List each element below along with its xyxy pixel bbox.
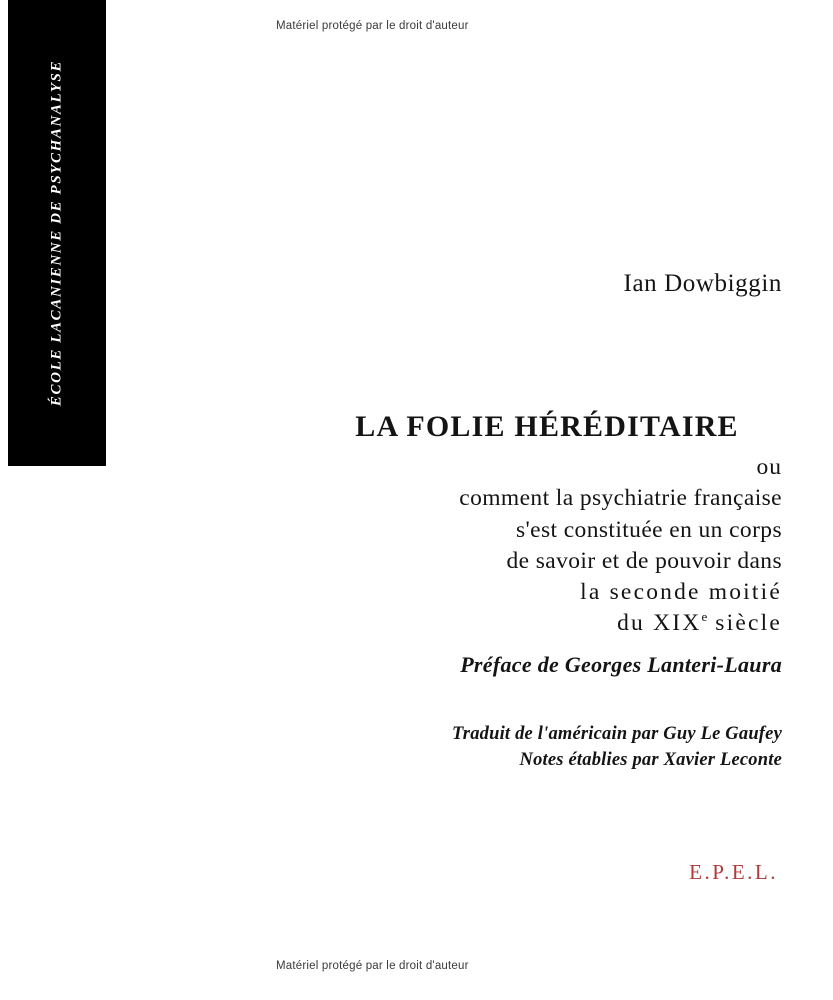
spine-label: ÉCOLE LACANIENNE DE PSYCHANALYSE bbox=[48, 59, 65, 407]
subtitle-line: comment la psychiatrie française bbox=[459, 485, 782, 512]
subtitle-line: de savoir et de pouvoir dans bbox=[506, 547, 782, 574]
subtitle-line: la seconde moitié bbox=[580, 579, 782, 605]
book-title: LA FOLIE HÉRÉDITAIRE bbox=[355, 410, 739, 443]
century-superscript: e bbox=[701, 609, 708, 625]
spine-band bbox=[8, 0, 106, 466]
book-subtitle bbox=[302, 452, 782, 640]
subtitle-line: s'est constituée en un corps bbox=[515, 516, 782, 543]
author-name: Ian Dowbiggin bbox=[623, 270, 782, 297]
translation-line: Notes établies par Xavier Leconte bbox=[519, 749, 782, 770]
copyright-watermark-bottom: Matériel protégé par le droit d'auteur bbox=[276, 960, 469, 972]
copyright-watermark-top: Matériel protégé par le droit d'auteur bbox=[276, 20, 469, 32]
translation-credits bbox=[452, 722, 782, 773]
publisher-logo: E.P.E.L. bbox=[689, 860, 778, 884]
subtitle-line-last bbox=[302, 608, 782, 639]
subtitle-line: ou bbox=[756, 454, 782, 480]
subtitle-line-century: du XIX bbox=[617, 610, 702, 637]
subtitle-line-siecle: siècle bbox=[707, 610, 782, 637]
preface-credit: Préface de Georges Lanteri-Laura bbox=[460, 652, 782, 677]
cover-text-column bbox=[300, 0, 800, 1000]
translation-line: Traduit de l'américain par Guy Le Gaufey bbox=[451, 724, 782, 744]
